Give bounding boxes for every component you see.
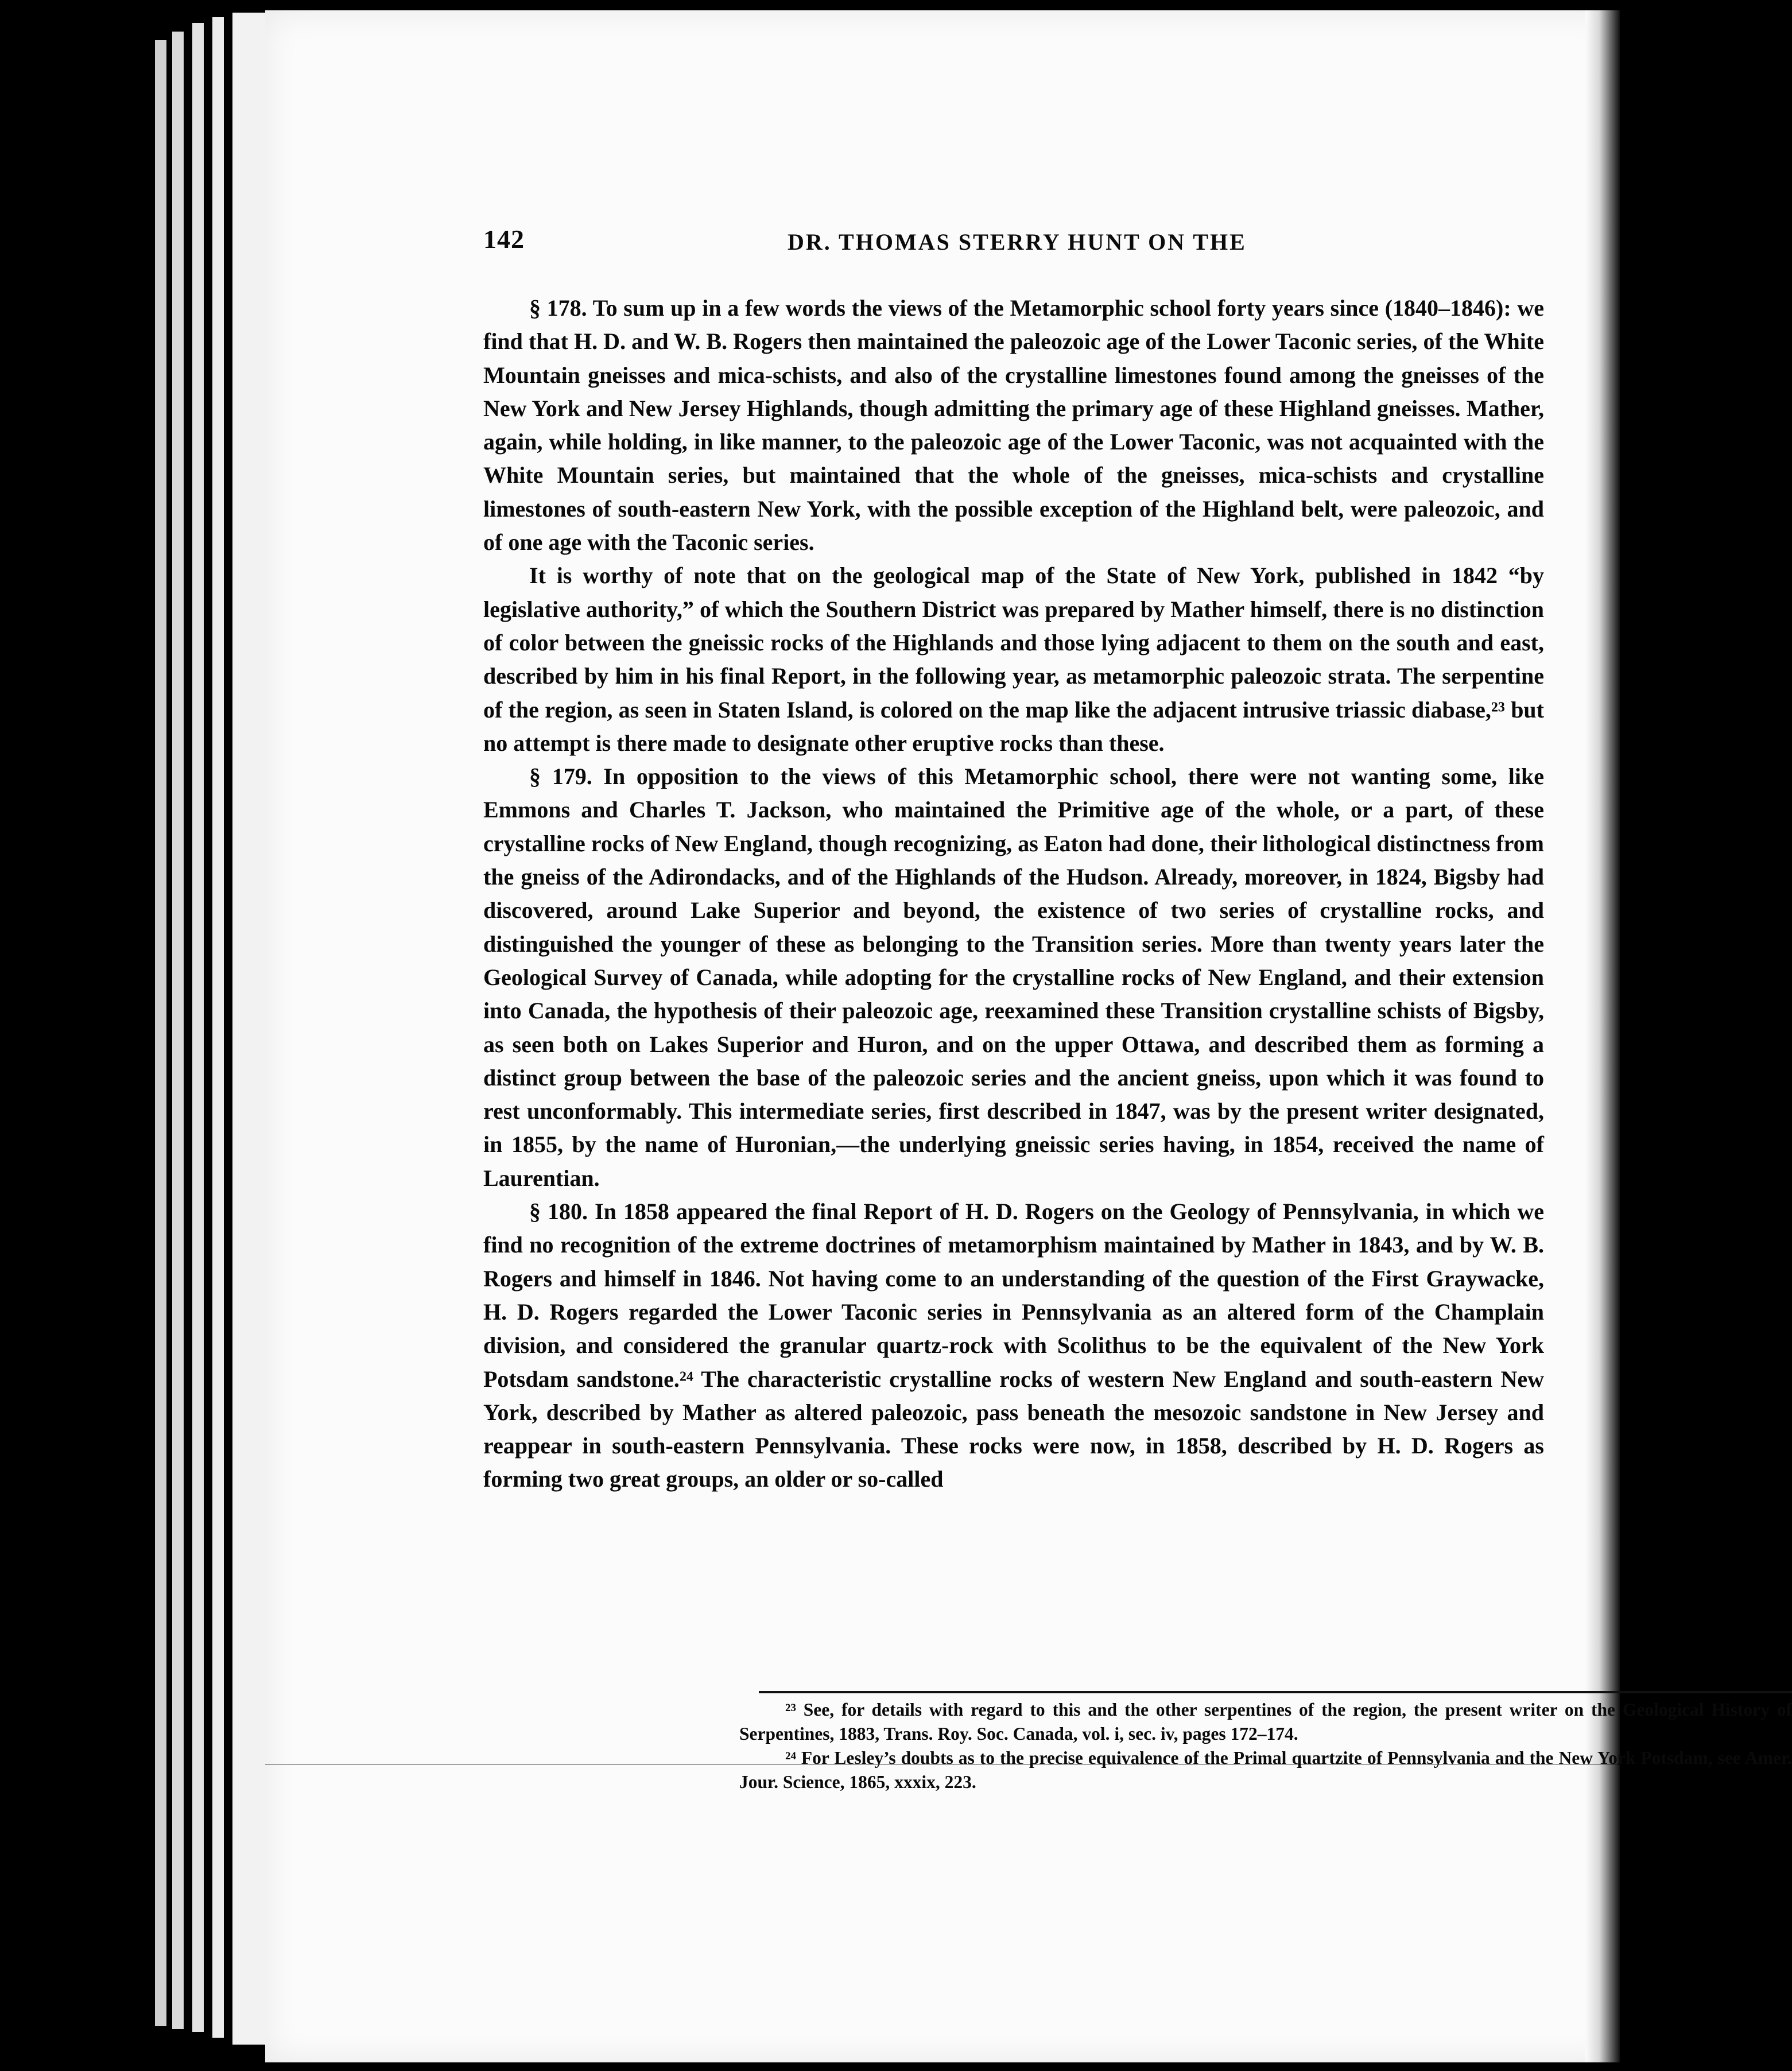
running-head: DR. THOMAS STERRY HUNT ON THE <box>788 229 1247 255</box>
footnote-24: ²⁴ For Lesley’s doubts as to the precise equivalence of the Primal quartzite of Pennsylvania and the New York Potsdam, see Amer. Jour. Science, 1865, xxxix, 223. <box>739 1748 1792 1792</box>
page-header <box>483 224 1551 264</box>
page-edge-5 <box>232 13 267 2045</box>
footnote-rule <box>759 1691 1792 1693</box>
page-number: 142 <box>483 224 525 254</box>
paragraph-178: § 178. To sum up in a few words the views of the Metamorphic school forty years since (1840–1846): we find that H. D. and W. B. Rogers then maintained the paleozoic age of the Lower Taconic series, of the White Mountain gneisses and mica-schists, and also of the crystalline limestones found among the gneisses of the New York and New Jersey Highlands, though admitting the primary age of these Highland gneisses. Mather, again, while holding, in like manner, to the paleozoic age of the Lower Taconic, was not acquainted with the White Mountain series, but maintained that the whole of the gneisses, mica-schists and crystalline limestones of south-eastern New York, with the possible exception of the Highland belt, were paleozoic, and of one age with the Taconic series. <box>483 295 1544 556</box>
page-edge-4 <box>212 17 224 2038</box>
paragraph-178-continued: It is worthy of note that on the geological map of the State of New York, published in 1842 “by legislative authority,” of which the Southern District was prepared by Mather himself, there is no distinction of color between the gneissic rocks of the Highlands and those lying adjacent to them on the south and east, described by him in his final Report, in the following year, as metamorphic paleozoic strata. The serpentine of the region, as seen in Staten Island, is colored on the map like the adjacent intrusive triassic diabase,²³ but no attempt is there made to designate other eruptive rocks than these. <box>483 563 1544 756</box>
page-edge-3 <box>192 23 204 2032</box>
page-edge-2 <box>172 32 184 2029</box>
paragraph-180: § 180. In 1858 appeared the final Report of H. D. Rogers on the Geology of Pennsylvania, in which we find no recognition of the extreme doctrines of metamorphism maintained by Mather in 1843, and by W. B. Rogers and himself in 1846. Not having come to an understanding of the question of the First Graywacke, H. D. Rogers regarded the Lower Taconic series in Pennsylvania as an altered form of the Champlain division, and considered the granular quartz-rock with Scolithus to be the equivalent of the New York Potsdam sandstone.²⁴ The characteristic crystalline rocks of western New England and south-eastern New York, described by Mather as altered paleozoic, pass beneath the mesozoic sandstone in New Jersey and reappear in south-eastern Pennsylvania. These rocks were now, in 1858, described by H. D. Rogers as forming two great groups, an older or so-called <box>483 1199 1544 1492</box>
document-page <box>265 10 1792 2062</box>
body-text <box>483 292 1544 1496</box>
footnote-23: ²³ See, for details with regard to this and the other serpentines of the region, the present writer on the Geological History of Serpentines, 1883, Trans. Roy. Soc. Canada, vol. i, sec. iv, pages 172–174. <box>739 1700 1792 1744</box>
page-edge-1 <box>155 40 166 2026</box>
scan-line <box>265 1764 1620 1765</box>
paragraph-179: § 179. In opposition to the views of this Metamorphic school, there were not wanting some, like Emmons and Charles T. Jackson, who maintained the Primitive age of the whole, or a part, of these crystalline rocks of New England, though recognizing, as Eaton had done, their lithological distinctness from the gneiss of the Adirondacks, and of the Highlands of the Hudson. Already, moreover, in 1824, Bigsby had discovered, around Lake Superior and beyond, the existence of two series of crystalline rocks, and distinguished the younger of these as belonging to the Transition series. More than twenty years later the Geological Survey of Canada, while adopting for the crystalline rocks of New England, and their extension into Canada, the hypothesis of their paleozoic age, reexamined these Transition crystalline schists of Bigsby, as seen both on Lakes Superior and Huron, and on the upper Ottawa, and described them as forming a distinct group between the base of the paleozoic series and the ancient gneiss, upon which it was found to rest unconformably. This intermediate series, first described in 1847, was by the present writer designated, in 1855, by the name of Huronian,—the underlying gneissic series having, in 1854, received the name of Laurentian. <box>483 763 1544 1191</box>
footnotes <box>739 1698 1792 1794</box>
